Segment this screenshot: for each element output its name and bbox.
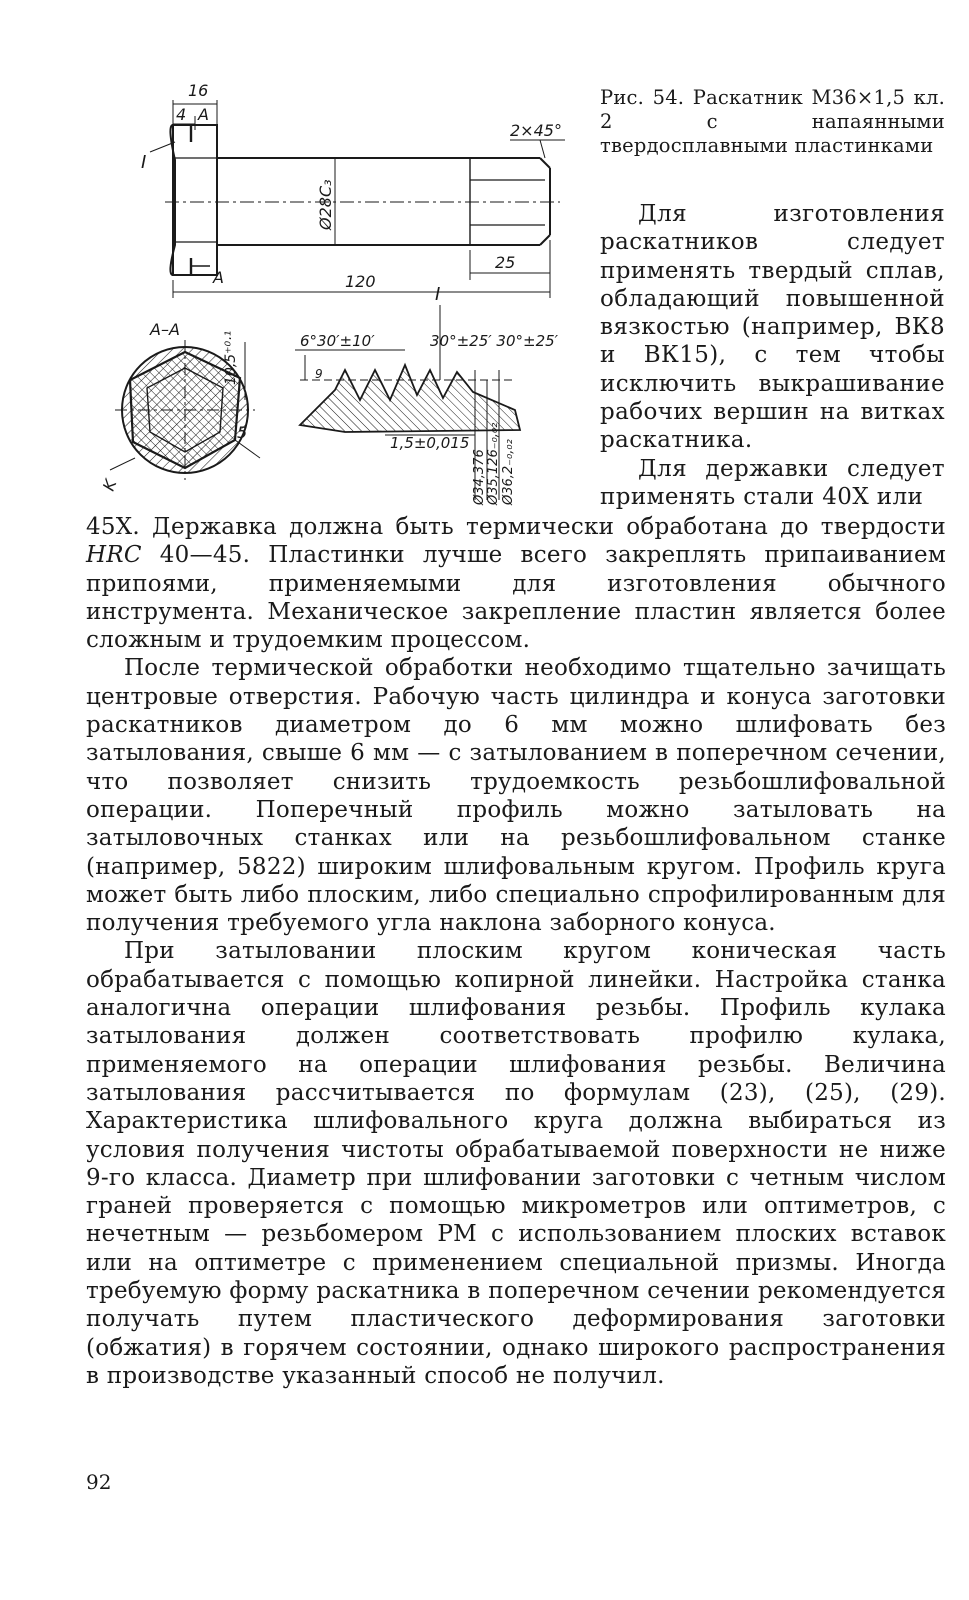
detail-title: I xyxy=(435,284,441,305)
diameter-1-label: Ø34,376 xyxy=(472,449,487,505)
detail-i-label: I xyxy=(141,152,147,173)
chamfer-label: 2×45° xyxy=(510,121,562,140)
length-120-label: 120 xyxy=(345,272,376,291)
paragraph-1-end: 40—45. Пластинки лучше всего закреплять припаиванием припоями, применяемыми для изготовления обычного инструмента. Механическое закрепление пластин является более сложным и трудоемким процессом. xyxy=(86,542,946,654)
section-k-label: K xyxy=(98,477,121,494)
paragraph-1-start: 45Х. Державка должна быть термически обработана до твердости xyxy=(86,514,946,540)
hrc-term: HRC xyxy=(86,542,142,569)
side-text-block xyxy=(600,200,945,511)
length-25-label: 25 xyxy=(495,253,516,272)
diameter-label: Ø28C₃ xyxy=(316,179,335,230)
main-paragraph-3: При затыловании плоским кругом коническая часть обрабатывается с помощью копирной линейки. Настройка станка аналогична операции шлифования резьбы. Профиль кулака затылования должен соответствовать профилю кулака, применяемого на операции шлифования резьбы. Величина затылования рассчитывается по формулам (23), (25), (29). Характеристика шлифовального круга должна выбираться из условия получения чистоты обрабатываемой поверхности не ниже 9-го класса. Диаметр при шлифовании заготовки с четным числом граней проверяется с помощью микрометров или оптиметров, с нечетным — резьбомером РМ с использованием плоских вставок или на оптиметре с применением специальной призмы. Иногда требуемую форму раскатника в поперечном сечении рекомендуется получать путем пластического деформирования заготовки (обжатия) в горячем состоянии, однако широкого распространения в производстве указанный способ не получил. xyxy=(86,938,946,1389)
pitch-label: 1,5±0,015 xyxy=(390,434,470,452)
main-paragraph-1 xyxy=(86,513,946,654)
side-paragraph-1: Для изготовления раскатников следует применять твердый сплав, обладающий повышенной вязкостью (например, ВК8 и ВК15), с тем чтобы исключить выкрашивание рабочих вершин на витках раскатника. xyxy=(600,201,945,454)
dim-4-label: 4 xyxy=(176,105,187,124)
radius-label: 9 xyxy=(315,367,323,381)
half-angle-label: 6°30′±10′ xyxy=(300,332,375,350)
angles-label: 30°±25′ 30°±25′ xyxy=(430,332,559,350)
roller-tool-drawing xyxy=(95,80,595,510)
main-paragraph-2: После термической обработки необходимо тщательно зачищать центровые отверстия. Рабочую часть цилиндра и конуса заготовки раскатников диаметром до 6 мм можно шлифовать без затылования, свыше 6 мм — с затылованием в поперечном сечении, что позволяет снизить трудоемкость резьбошлифовальной операции. Поперечный профиль можно затыловать на затыловочных станках или на резьбошлифовальном станке (например, 5822) широким шлифовальным кругом. Профиль круга может быть либо плоским, либо специально спрофилированным для получения требуемого угла наклона заборного конуса. xyxy=(86,655,946,937)
section-dim-label: 10,5⁺⁰·¹ xyxy=(223,330,239,385)
section-title: A–A xyxy=(150,320,180,339)
section-a-top-label: A xyxy=(198,105,209,124)
side-view-labels xyxy=(141,81,562,291)
diameter-2-label: Ø35,126₋₀,₀₂ xyxy=(486,422,501,505)
side-paragraph-2: Для державки следует применять стали 40Х или xyxy=(600,455,945,510)
main-text-block xyxy=(86,513,946,1390)
page-number: 92 xyxy=(86,1470,112,1494)
figure-caption: Рис. 54. Раскатник М36×1,5 кл. 2 с напаянными твердосплавными пластинками xyxy=(600,86,945,157)
section-5-label: 5 xyxy=(237,423,248,442)
diameter-3-label: Ø36,2₋₀,₀₂ xyxy=(501,439,516,505)
dim-16-label: 16 xyxy=(188,81,209,100)
section-a-bottom-label: A xyxy=(213,268,224,287)
